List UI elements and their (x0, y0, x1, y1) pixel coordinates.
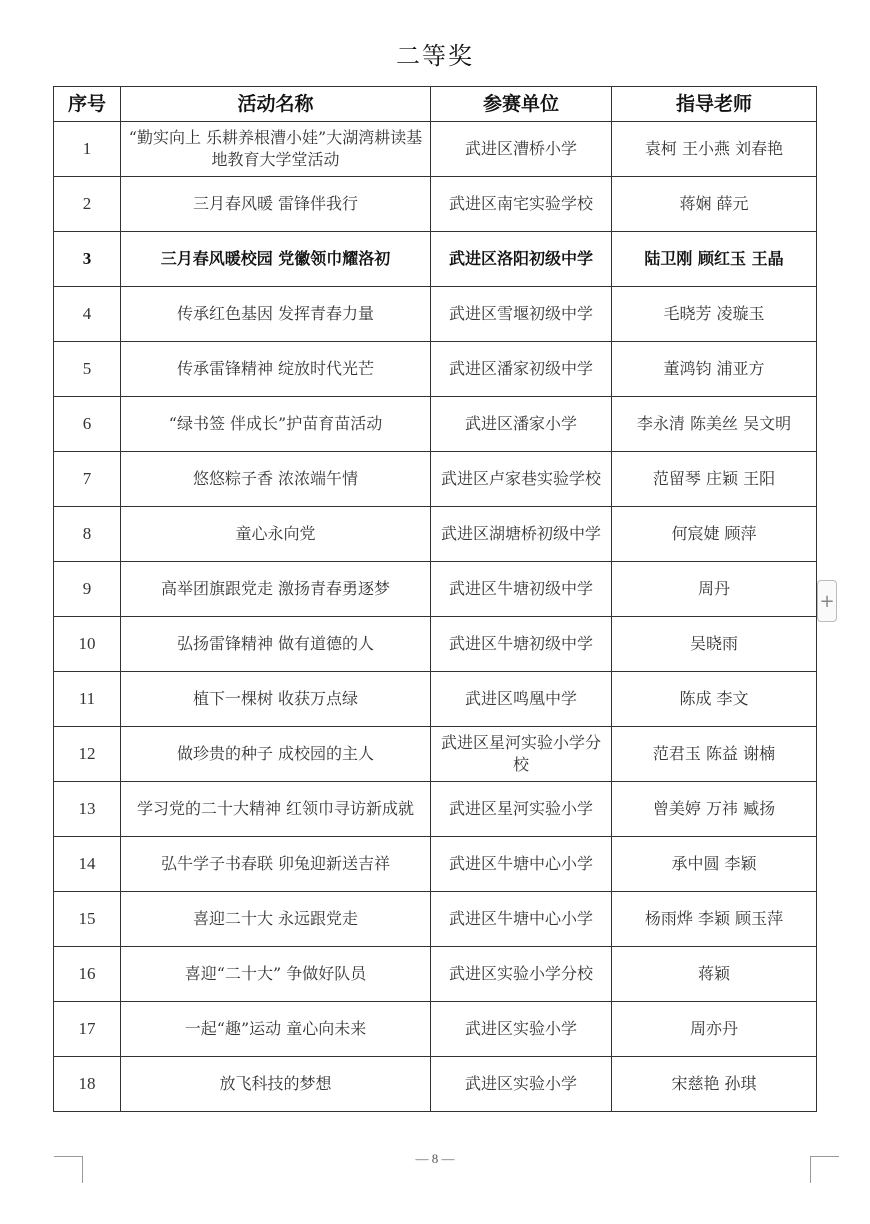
row-unit: 武进区牛塘初级中学 (431, 617, 612, 672)
row-unit: 武进区实验小学 (431, 1057, 612, 1112)
plus-icon: + (819, 590, 835, 612)
expand-plus-button[interactable] (817, 580, 837, 622)
row-teacher: 范君玉 陈益 谢楠 (612, 727, 817, 782)
row-activity: 传承雷锋精神 绽放时代光芒 (121, 342, 431, 397)
row-activity: 童心永向党 (121, 507, 431, 562)
table-row (54, 397, 817, 452)
table-row (54, 1002, 817, 1057)
row-teacher: 蒋娴 薛元 (612, 177, 817, 232)
row-unit: 武进区洛阳初级中学 (431, 232, 612, 287)
row-activity: 学习党的二十大精神 红领巾寻访新成就 (121, 782, 431, 837)
row-unit: 武进区鸣凰中学 (431, 672, 612, 727)
row-seq: 6 (54, 397, 121, 452)
row-seq: 5 (54, 342, 121, 397)
row-seq: 12 (54, 727, 121, 782)
table-row (54, 1057, 817, 1112)
row-seq: 17 (54, 1002, 121, 1057)
row-teacher: 董鸿钧 浦亚方 (612, 342, 817, 397)
row-seq: 3 (54, 232, 121, 287)
row-teacher: 陈成 李文 (612, 672, 817, 727)
row-unit: 武进区星河实验小学分校 (431, 727, 612, 782)
crop-mark-left (54, 1156, 83, 1183)
row-seq: 14 (54, 837, 121, 892)
row-teacher: 何宸婕 顾萍 (612, 507, 817, 562)
row-activity: 喜迎“二十大” 争做好队员 (121, 947, 431, 1002)
row-seq: 1 (54, 122, 121, 177)
table-row (54, 617, 817, 672)
row-teacher: 宋慈艳 孙琪 (612, 1057, 817, 1112)
row-unit: 武进区牛塘中心小学 (431, 892, 612, 947)
page-title: 二等奖 (396, 42, 474, 70)
row-activity: 喜迎二十大 永远跟党走 (121, 892, 431, 947)
table-row (54, 287, 817, 342)
row-seq: 8 (54, 507, 121, 562)
row-activity: 高举团旗跟党走 激扬青春勇逐梦 (121, 562, 431, 617)
row-unit: 武进区卢家巷实验学校 (431, 452, 612, 507)
table-row (54, 452, 817, 507)
table-row (54, 782, 817, 837)
row-teacher: 袁柯 王小燕 刘春艳 (612, 122, 817, 177)
row-teacher: 毛晓芳 凌璇玉 (612, 287, 817, 342)
table-row (54, 562, 817, 617)
row-teacher: 承中圆 李颖 (612, 837, 817, 892)
row-activity: 放飞科技的梦想 (121, 1057, 431, 1112)
row-unit: 武进区牛塘中心小学 (431, 837, 612, 892)
awards-table (53, 86, 817, 1112)
header-activity: 活动名称 (121, 87, 431, 122)
table-row (54, 947, 817, 1002)
row-unit: 武进区牛塘初级中学 (431, 562, 612, 617)
row-activity: 植下一棵树 收获万点绿 (121, 672, 431, 727)
table-row (54, 837, 817, 892)
row-activity: 悠悠粽子香 浓浓端午情 (121, 452, 431, 507)
row-seq: 10 (54, 617, 121, 672)
row-unit: 武进区潘家小学 (431, 397, 612, 452)
row-activity: 传承红色基因 发挥青春力量 (121, 287, 431, 342)
row-unit: 武进区实验小学分校 (431, 947, 612, 1002)
row-seq: 18 (54, 1057, 121, 1112)
row-teacher: 蒋颖 (612, 947, 817, 1002)
row-activity: 三月春风暖校园 党徽领巾耀洛初 (121, 232, 431, 287)
row-teacher: 曾美婷 万祎 臧扬 (612, 782, 817, 837)
row-activity: 做珍贵的种子 成校园的主人 (121, 727, 431, 782)
row-unit: 武进区南宅实验学校 (431, 177, 612, 232)
row-activity: 弘牛学子书春联 卯兔迎新送吉祥 (121, 837, 431, 892)
row-seq: 13 (54, 782, 121, 837)
row-unit: 武进区雪堰初级中学 (431, 287, 612, 342)
row-activity: 三月春风暖 雷锋伴我行 (121, 177, 431, 232)
row-seq: 9 (54, 562, 121, 617)
table-row (54, 672, 817, 727)
row-seq: 2 (54, 177, 121, 232)
row-activity: “绿书签 伴成长”护苗育苗活动 (121, 397, 431, 452)
row-unit: 武进区湖塘桥初级中学 (431, 507, 612, 562)
crop-mark-right (810, 1156, 839, 1183)
row-unit: 武进区实验小学 (431, 1002, 612, 1057)
table-row (54, 342, 817, 397)
header-seq: 序号 (54, 87, 121, 122)
row-teacher: 杨雨烨 李颖 顾玉萍 (612, 892, 817, 947)
row-seq: 15 (54, 892, 121, 947)
table-row (54, 122, 817, 177)
row-seq: 16 (54, 947, 121, 1002)
table-row (54, 232, 817, 287)
table-row (54, 177, 817, 232)
row-activity: 弘扬雷锋精神 做有道德的人 (121, 617, 431, 672)
row-unit: 武进区星河实验小学 (431, 782, 612, 837)
row-seq: 4 (54, 287, 121, 342)
row-unit: 武进区潘家初级中学 (431, 342, 612, 397)
header-unit: 参赛单位 (431, 87, 612, 122)
table-row (54, 892, 817, 947)
row-teacher: 吴晓雨 (612, 617, 817, 672)
row-teacher: 范留琴 庄颖 王阳 (612, 452, 817, 507)
table-header-row (54, 87, 817, 122)
header-teacher: 指导老师 (612, 87, 817, 122)
row-activity: “勤实向上 乐耕养根漕小娃”大湖湾耕读基地教育大学堂活动 (121, 122, 431, 177)
row-teacher: 周亦丹 (612, 1002, 817, 1057)
row-teacher: 陆卫刚 顾红玉 王晶 (612, 232, 817, 287)
table-row (54, 507, 817, 562)
table-row (54, 727, 817, 782)
row-teacher: 李永清 陈美丝 吴文明 (612, 397, 817, 452)
row-activity: 一起“趣”运动 童心向未来 (121, 1002, 431, 1057)
row-seq: 7 (54, 452, 121, 507)
row-seq: 11 (54, 672, 121, 727)
row-teacher: 周丹 (612, 562, 817, 617)
page-number: — 8 — (415, 1151, 455, 1166)
row-unit: 武进区漕桥小学 (431, 122, 612, 177)
